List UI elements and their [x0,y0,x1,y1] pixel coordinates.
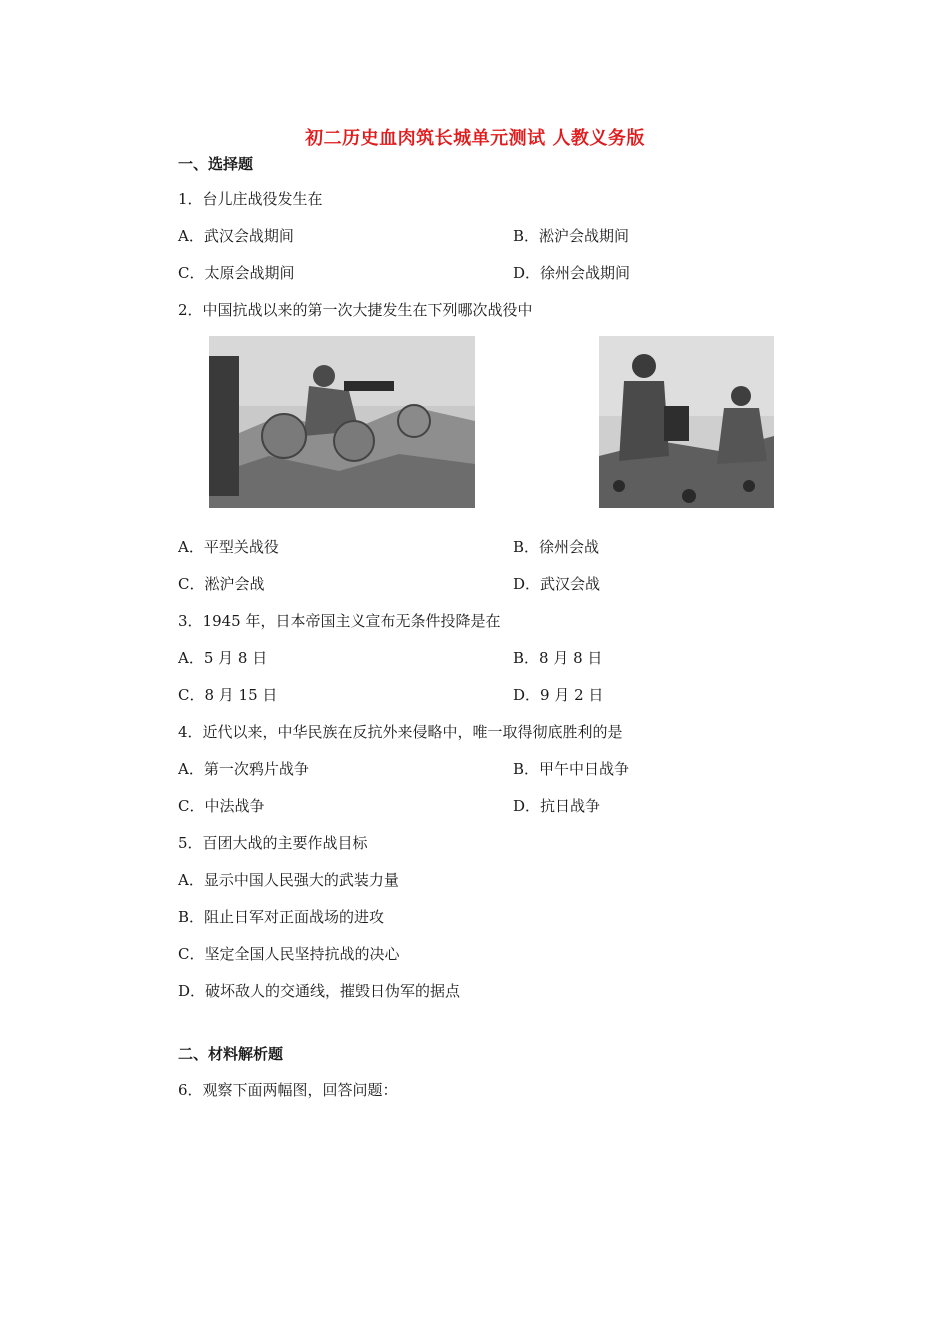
question-6-stem: 6．观察下面两幅图，回答问题： [178,1081,398,1099]
question-5-stem: 5．百团大战的主要作战目标 [178,834,368,852]
question-5-option-c: C．坚定全国人民坚持抗战的决心 [178,945,400,963]
question-1-option-b: B．淞沪会战期间 [513,227,630,245]
question-5-option-d: D．破坏敌人的交通线，摧毁日伪军的据点 [178,982,461,1000]
question-3-option-b: B．8 月 8 日 [513,649,603,667]
question-2-option-d: D．武汉会战 [513,575,601,593]
question-2-option-a: A．平型关战役 [178,538,279,556]
section-heading-material: 二、材料解析题 [178,1045,284,1063]
question-4-option-a: A．第一次鸦片战争 [178,760,309,778]
question-4-option-d: D．抗日战争 [513,797,601,815]
question-2-stem: 2．中国抗战以来的第一次大捷发生在下列哪次战役中 [178,301,533,319]
question-3-option-c: C．8 月 15 日 [178,686,278,704]
question-4-option-c: C．中法战争 [178,797,265,815]
question-1-stem: 1．台儿庄战役发生在 [178,190,323,208]
question-1-option-c: C．太原会战期间 [178,264,295,282]
question-2-option-c: C．淞沪会战 [178,575,265,593]
question-1-option-d: D．徐州会战期间 [513,264,631,282]
question-3-option-d: D．9 月 2 日 [513,686,604,704]
question-3-option-a: A．5 月 8 日 [178,649,268,667]
question-3-stem: 3．1945 年，日本帝国主义宣布无条件投降是在 [178,612,501,630]
question-1-option-a: A．武汉会战期间 [178,227,294,245]
historical-photo-machine-gun [209,336,475,508]
question-2-option-b: B．徐州会战 [513,538,600,556]
historical-photo-soldiers [599,336,774,508]
question-4-stem: 4．近代以来，中华民族在反抗外来侵略中，唯一取得彻底胜利的是 [178,723,623,741]
page-title: 初二历史血肉筑长城单元测试 人教义务版 [305,128,645,149]
question-4-option-b: B．甲午中日战争 [513,760,630,778]
question-5-option-a: A．显示中国人民强大的武装力量 [178,871,399,889]
section-heading-choice: 一、选择题 [178,155,254,173]
question-5-option-b: B．阻止日军对正面战场的进攻 [178,908,385,926]
